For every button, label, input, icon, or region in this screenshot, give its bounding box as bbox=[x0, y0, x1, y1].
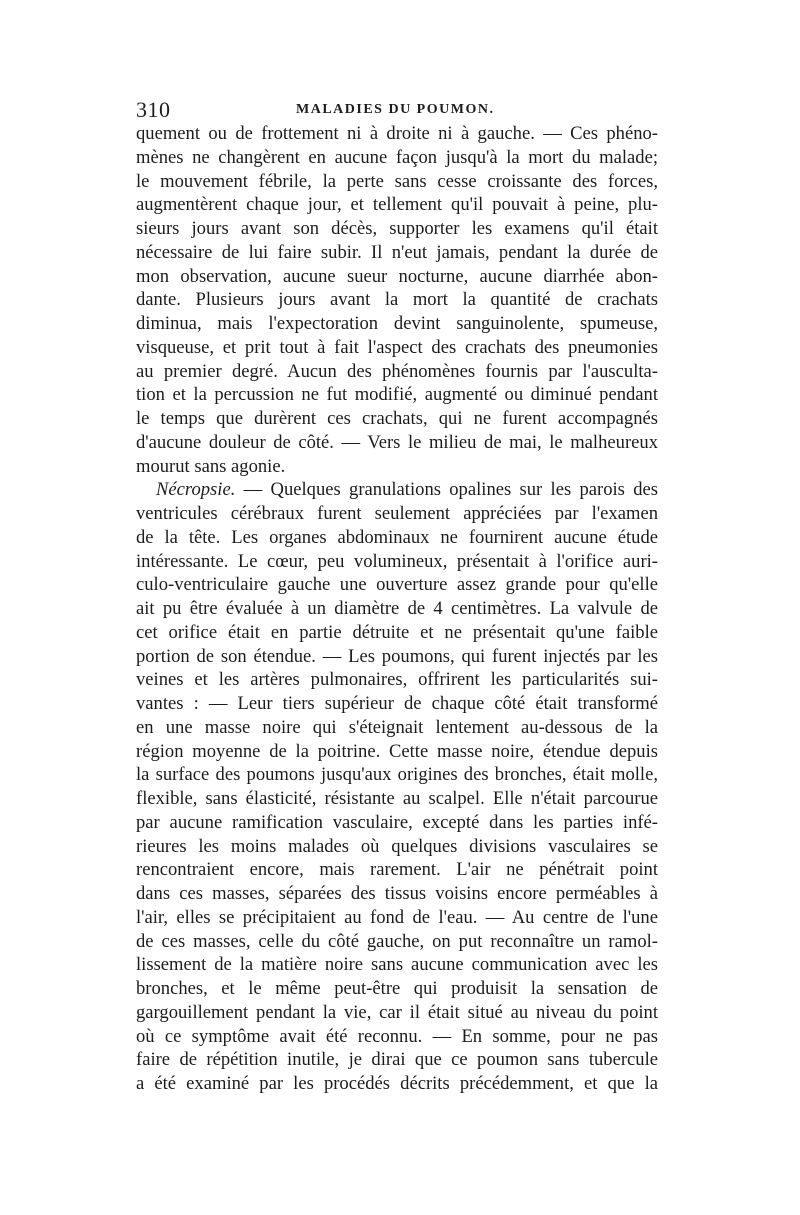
text-line: flexible, sans élasticité, résistante au scalpel. Elle n'était parcourue bbox=[136, 788, 658, 809]
text-fragment: — Quelques granulations opalines sur les parois des bbox=[243, 479, 658, 501]
text-line: cet orifice était en partie détruite et ne présentait qu'une faible bbox=[136, 621, 658, 643]
text-line: quement ou de frottement ni à droite ni à gauche. — Ces phéno- bbox=[136, 123, 658, 144]
text-line: nécessaire de lui faire subir. Il n'eut jamais, pendant la durée de bbox=[136, 241, 658, 263]
text-line: augmentèrent chaque jour, et tellement qu'il pouvait à peine, plu- bbox=[136, 194, 658, 216]
text-line: mourut sans agonie. bbox=[136, 455, 286, 477]
section-label-necropsie: Nécropsie. bbox=[156, 479, 236, 501]
text-line: lissement de la matière noire sans aucune communication avec les bbox=[136, 954, 658, 976]
text-line: a été examiné par les procédés décrits précédemment, et que la bbox=[136, 1073, 658, 1094]
text-line: rencontraient encore, mais rarement. L'air ne pénétrait point bbox=[136, 859, 658, 881]
text-line: au premier degré. Aucun des phénomènes fournis par l'ausculta- bbox=[136, 360, 658, 382]
text-line: dans ces masses, séparées des tissus voisins encore perméables à bbox=[136, 883, 658, 904]
text-line: sieurs jours avant son décès, supporter les examens qu'il était bbox=[136, 218, 658, 239]
text-line: mènes ne changèrent en aucune façon jusqu'à la mort du malade; bbox=[136, 146, 658, 168]
text-line: dante. Plusieurs jours avant la mort la quantité de crachats bbox=[136, 289, 658, 311]
text-line: vantes : — Leur tiers supérieur de chaque côté était transformé bbox=[136, 693, 658, 714]
paragraph-first-line bbox=[136, 478, 658, 502]
text-line: l'air, elles se précipitaient au fond de l'eau. — Au centre de l'une bbox=[136, 906, 658, 928]
text-line: intéressante. Le cœur, peu volumineux, présentait à l'orifice auri- bbox=[136, 550, 658, 572]
text-line: ait pu être évaluée à un diamètre de 4 centimètres. La valvule de bbox=[136, 598, 658, 619]
text-line: mon observation, aucune sueur nocturne, aucune diarrhée abon- bbox=[136, 265, 658, 287]
text-line: où ce symptôme avait été reconnu. — En somme, pour ne pas bbox=[136, 1025, 658, 1047]
text-line: de ces masses, celle du côté gauche, on put reconnaître un ramol- bbox=[136, 930, 658, 952]
text-line: la surface des poumons jusqu'aux origines des bronches, était molle, bbox=[136, 764, 658, 786]
text-line: veines et les artères pulmonaires, offrirent les particularités sui- bbox=[136, 669, 658, 691]
text-line: de la tête. Les organes abdominaux ne fournirent aucune étude bbox=[136, 526, 658, 548]
text-line: diminua, mais l'expectoration devint sanguinolente, spumeuse, bbox=[136, 313, 658, 334]
body-text bbox=[136, 122, 658, 1096]
text-line: région moyenne de la poitrine. Cette masse noire, étendue depuis bbox=[136, 740, 658, 762]
page-header bbox=[136, 96, 666, 124]
text-line: par aucune ramification vasculaire, excepté dans les parties infé- bbox=[136, 811, 658, 833]
text-line: gargouillement pendant la vie, car il était situé au niveau du point bbox=[136, 1001, 658, 1023]
text-line: faire de répétition inutile, je dirai que ce poumon sans tubercule bbox=[136, 1049, 658, 1071]
text-line: bronches, et le même peut-être qui produisit la sensation de bbox=[136, 978, 658, 999]
running-head: MALADIES DU POUMON. bbox=[296, 102, 495, 117]
text-line: portion de son étendue. — Les poumons, qui furent injectés par les bbox=[136, 645, 658, 667]
text-line: d'aucune douleur de côté. — Vers le milieu de mai, le malheureux bbox=[136, 431, 658, 453]
text-line: rieures les moins malades où quelques divisions vasculaires se bbox=[136, 835, 658, 857]
text-line: le temps que durèrent ces crachats, qui ne furent accompagnés bbox=[136, 408, 658, 429]
text-line: ventricules cérébraux furent seulement appréciées par l'examen bbox=[136, 503, 658, 524]
text-line: le mouvement fébrile, la perte sans cesse croissante des forces, bbox=[136, 170, 658, 192]
page-number: 310 bbox=[136, 97, 171, 122]
text-line: visqueuse, et prit tout à fait l'aspect des crachats des pneumonies bbox=[136, 336, 658, 358]
text-line: tion et la percussion ne fut modifié, augmenté ou diminué pendant bbox=[136, 384, 658, 406]
text-line: culo-ventriculaire gauche une ouverture assez grande pour qu'elle bbox=[136, 574, 658, 596]
text-line: en une masse noire qui s'éteignait lentement au-dessous de la bbox=[136, 716, 658, 738]
